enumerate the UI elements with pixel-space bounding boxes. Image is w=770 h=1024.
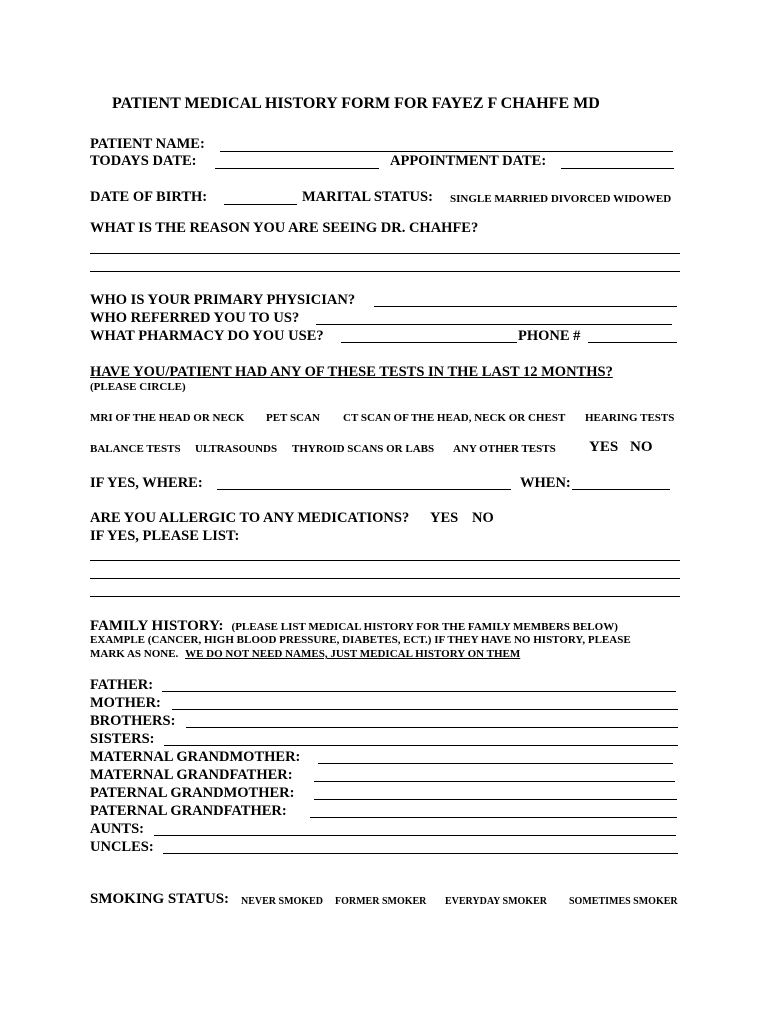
todays-date-label: TODAYS DATE: [90, 153, 197, 169]
marital-status-label: MARITAL STATUS: [302, 189, 433, 205]
patient-name-label: PATIENT NAME: [90, 136, 205, 152]
family-member-father: FATHER: [90, 677, 154, 693]
pharmacy-label: WHAT PHARMACY DO YOU USE? [90, 328, 324, 344]
tests-no-option[interactable]: NO [630, 439, 653, 455]
allergy-list-label: IF YES, PLEASE LIST: [90, 528, 240, 544]
family-member-maternal-grandmother: MATERNAL GRANDMOTHER: [90, 749, 301, 765]
family-member-paternal-grandmother: PATERNAL GRANDMOTHER: [90, 785, 295, 801]
maternal-grandmother-history-field[interactable] [318, 763, 673, 764]
pharmacy-field[interactable] [341, 342, 517, 343]
allergy-yes-option[interactable]: YES [430, 510, 459, 526]
test-option-thyroid[interactable]: THYROID SCANS OR LABS [292, 443, 435, 455]
allergy-field-line-2[interactable] [90, 578, 680, 579]
test-option-other[interactable]: ANY OTHER TESTS [453, 443, 556, 455]
patient-name-field[interactable] [220, 151, 673, 152]
reason-field-line-1[interactable] [90, 253, 680, 254]
reason-label: WHAT IS THE REASON YOU ARE SEEING DR. CHAHFE? [90, 220, 479, 236]
allergy-no-option[interactable]: NO [472, 510, 494, 526]
sisters-history-field[interactable] [164, 745, 678, 746]
family-member-sisters: SISTERS: [90, 731, 155, 747]
form-title: PATIENT MEDICAL HISTORY FORM FOR FAYEZ F CHAHFE MD [112, 95, 600, 112]
family-history-note-1: (PLEASE LIST MEDICAL HISTORY FOR THE FAMILY MEMBERS BELOW) [231, 621, 618, 633]
family-member-maternal-grandfather: MATERNAL GRANDFATHER: [90, 767, 293, 783]
family-history-heading: FAMILY HISTORY [90, 618, 219, 634]
tests-yes-option[interactable]: YES [589, 439, 619, 455]
uncles-history-field[interactable] [163, 853, 678, 854]
family-member-mother: MOTHER: [90, 695, 161, 711]
family-member-uncles: UNCLES: [90, 839, 154, 855]
reason-field-line-2[interactable] [90, 271, 680, 272]
phone-field[interactable] [588, 342, 677, 343]
family-member-brothers: BROTHERS: [90, 713, 176, 729]
paternal-grandfather-history-field[interactable] [310, 817, 677, 818]
primary-physician-field[interactable] [374, 306, 677, 307]
father-history-field[interactable] [162, 691, 676, 692]
test-option-ultrasounds[interactable]: ULTRASOUNDS [195, 443, 278, 455]
test-option-pet[interactable]: PET SCAN [266, 412, 320, 424]
appointment-date-field[interactable] [561, 168, 674, 169]
family-member-aunts: AUNTS: [90, 821, 144, 837]
paternal-grandmother-history-field[interactable] [314, 799, 677, 800]
allergy-question: ARE YOU ALLERGIC TO ANY MEDICATIONS? [90, 510, 410, 526]
test-option-ct[interactable]: CT SCAN OF THE HEAD, NECK OR CHEST [343, 412, 566, 424]
family-history-note-3-row [90, 648, 520, 660]
primary-physician-label: WHO IS YOUR PRIMARY PHYSICIAN? [90, 292, 356, 308]
brothers-history-field[interactable] [186, 727, 678, 728]
allergy-field-line-1[interactable] [90, 560, 680, 561]
dob-field[interactable] [224, 204, 297, 205]
tests-instruction: (PLEASE CIRCLE) [90, 381, 186, 393]
tests-where-field[interactable] [217, 489, 511, 490]
family-history-note-3b: WE DO NOT NEED NAMES, JUST MEDICAL HISTORY ON THEM [185, 648, 521, 660]
tests-heading: HAVE YOU/PATIENT HAD ANY OF THESE TESTS IN THE LAST 12 MONTHS? [90, 364, 613, 380]
maternal-grandfather-history-field[interactable] [314, 781, 675, 782]
tests-where-label: IF YES, WHERE: [90, 475, 203, 491]
phone-label: PHONE # [518, 328, 581, 344]
mother-history-field[interactable] [172, 709, 678, 710]
test-option-mri[interactable]: MRI OF THE HEAD OR NECK [90, 412, 245, 424]
family-history-note-3a: MARK AS NONE. [90, 648, 179, 660]
referred-by-field[interactable] [316, 324, 672, 325]
family-history-heading-row [90, 617, 618, 635]
smoking-option-everyday[interactable]: EVERYDAY SMOKER [445, 896, 547, 907]
dob-label: DATE OF BIRTH: [90, 189, 208, 205]
marital-options[interactable]: SINGLE MARRIED DIVORCED WIDOWED [450, 193, 672, 205]
allergy-field-line-3[interactable] [90, 596, 680, 597]
smoking-option-sometimes[interactable]: SOMETIMES SMOKER [569, 896, 678, 907]
referred-by-label: WHO REFERRED YOU TO US? [90, 310, 300, 326]
tests-when-field[interactable] [572, 489, 670, 490]
family-member-paternal-grandfather: PATERNAL GRANDFATHER: [90, 803, 287, 819]
aunts-history-field[interactable] [154, 835, 676, 836]
todays-date-field[interactable] [215, 168, 379, 169]
test-option-hearing[interactable]: HEARING TESTS [585, 412, 675, 424]
tests-when-label: WHEN: [520, 475, 571, 491]
family-history-colon: : [218, 618, 224, 634]
smoking-option-former[interactable]: FORMER SMOKER [335, 896, 427, 907]
test-option-balance[interactable]: BALANCE TESTS [90, 443, 181, 455]
smoking-option-never[interactable]: NEVER SMOKED [241, 896, 323, 907]
appointment-date-label: APPOINTMENT DATE: [390, 153, 547, 169]
smoking-status-label: SMOKING STATUS: [90, 891, 230, 907]
family-history-note-2: EXAMPLE (CANCER, HIGH BLOOD PRESSURE, DIABETES, ECT.) IF THEY HAVE NO HISTORY, PLEASE [90, 634, 631, 646]
